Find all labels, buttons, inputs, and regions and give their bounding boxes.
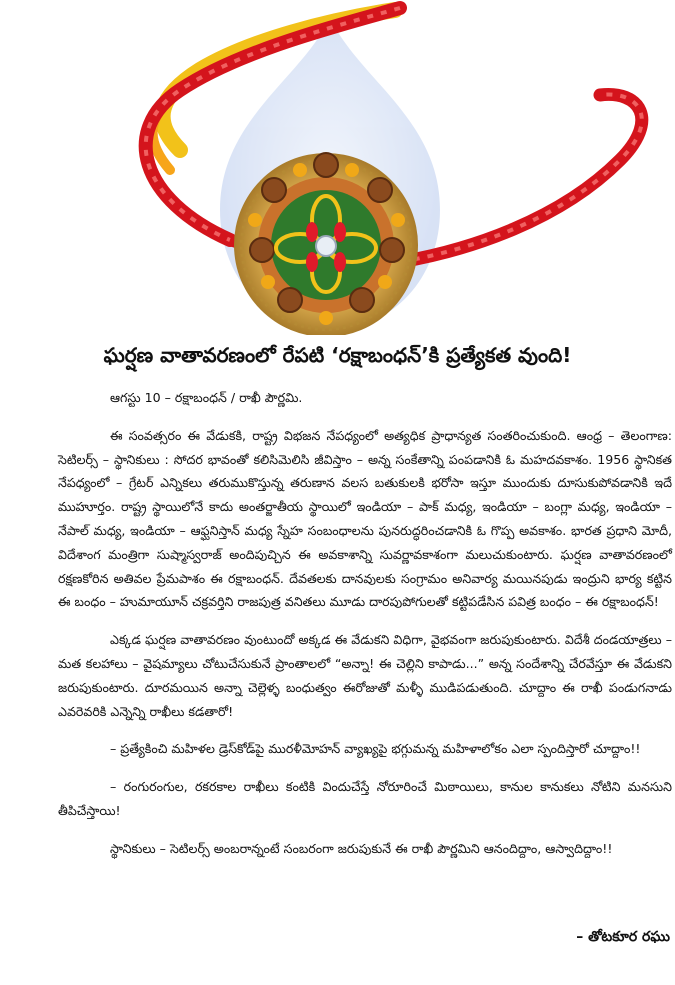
paragraph: ఈ సంవత్సరం ఈ వేడుకకి, రాష్ట్ర విభజన నేపధ్యంలో అత్యధిక ప్రాధాన్యత సంతరించుకుంది. ఆంధ్ర – తెలంగాణ: సెటిలర్స్ – స్థానికులు : సోదర భావంతో కలిసిమెలిసి జీవిస్తాం – అన్న సంకేతాన్ని పంపడానికి ఓ మహదవకాశం. 1956 స్థానికత నేపధ్యంలో – గ్రేటర్ ఎన్నికలు తరుముకొస్తున్న తరుణాన వలస బతుకులకి భరోసా ఇస్తూ ముందుకు దూసుకుపోవడానికి ఇదే ముహూర్తం. రాష్ట్ర స్థాయిలోనే కాదు అంతర్జాతీయ స్థాయిలో ఇండియా – పాక్ మధ్య, ఇండియా – బంగ్లా మధ్య, ఇండియా – నేపాల్ మధ్య, ఇండియా – ఆఫ్ఘనిస్తాన్ మధ్య స్నేహ సంబంధాలను పునరుద్ధరించడానికి ఓ గొప్ప అవకాశం. భారత ప్రధాని మోదీ, విదేశాంగ మంత్రిగా సుష్మాస్వరాజ్ అందిపుచ్చిన ఈ అవకాశాన్ని సువర్ణావకాశంగా మలుచుకుంటారు. ఘర్షణ వాతావరణంలో రక్షణకోరిన అతివల ప్రేమపాశం ఈ రక్షాబంధన్. దేవతలకు దానవులకు సంగ్రామం అనివార్య మయినపుడు ఇంద్రుని భార్య కట్టిన ఈ బంధం – హుమాయూన్ చక్రవర్తిని రాజపుత్ర వనితలు మూడు దారపుపోగులతో కట్టిపడేసిన పవిత్ర బంధం – ఈ రక్షాబంధన్! [58, 427, 672, 610]
rakhi-hero-image [0, 0, 675, 335]
paragraph: స్థానికులు – సెటిలర్స్ అంబరాన్నంటే సంబరంగా జరుపుకునే ఈ రాఖీ పౌర్ణమిని ఆనందిద్దాం, ఆస్వాదిద్దాం!! [110, 840, 613, 856]
article-body [58, 386, 672, 861]
paragraph: ఎక్కడ ఘర్షణ వాతావరణం వుంటుందో అక్కడ ఈ వేడుకని విధిగా, వైభవంగా జరుపుకుంటారు. విదేశీ దండయాత్రలు – మత కలహాలు – వైషమ్యాలు చోటుచేసుకునే ప్రాంతాలలో “అన్నా! ఈ చెల్లిని కాపాడు...” అన్న సందేశాన్ని చేరవేస్తూ ఈ వేడుకని జరుపుకుంటారు. దూరమయిన అన్నా చెల్లెళ్ళ బంధుత్వం ఈరోజుతో మళ్ళీ ముడిపడుతుంది. చూద్దాం ఈ రాఖీ పండుగనాడు ఎవరెవరికి ఎన్నెన్ని రాఖీలు కడతారో! [58, 632, 672, 719]
rakhi-illustration-icon [0, 0, 675, 335]
paragraph-dash: – ప్రత్యేకించి మహిళల డ్రెస్‌కోడ్‌పై మురళీమోహన్ వ్యాఖ్యపై భగ్గుమన్న మహిళాలోకం ఎలా స్పందిస్తారో చూద్దాం!! [110, 741, 641, 757]
author-byline: – తోటకూర రఘు [576, 929, 670, 945]
paragraph-dash: – రంగురంగుల, రకరకాల రాఖీలు కంటికి విందుచేస్తే నోరూరించే మిఠాయిలు, కానుల కానుకలు నోటిని మనసుని తీపిచేస్తాయి! [58, 779, 672, 818]
dateline: ఆగస్టు 10 – రక్షాబంధన్ / రాఖీ పౌర్ణమి. [110, 390, 303, 405]
article-headline: ఘర్షణ వాతావరణంలో రేపటి ‘రక్షాబంధన్’కి ప్రత్యేకత వుంది! [103, 343, 572, 367]
